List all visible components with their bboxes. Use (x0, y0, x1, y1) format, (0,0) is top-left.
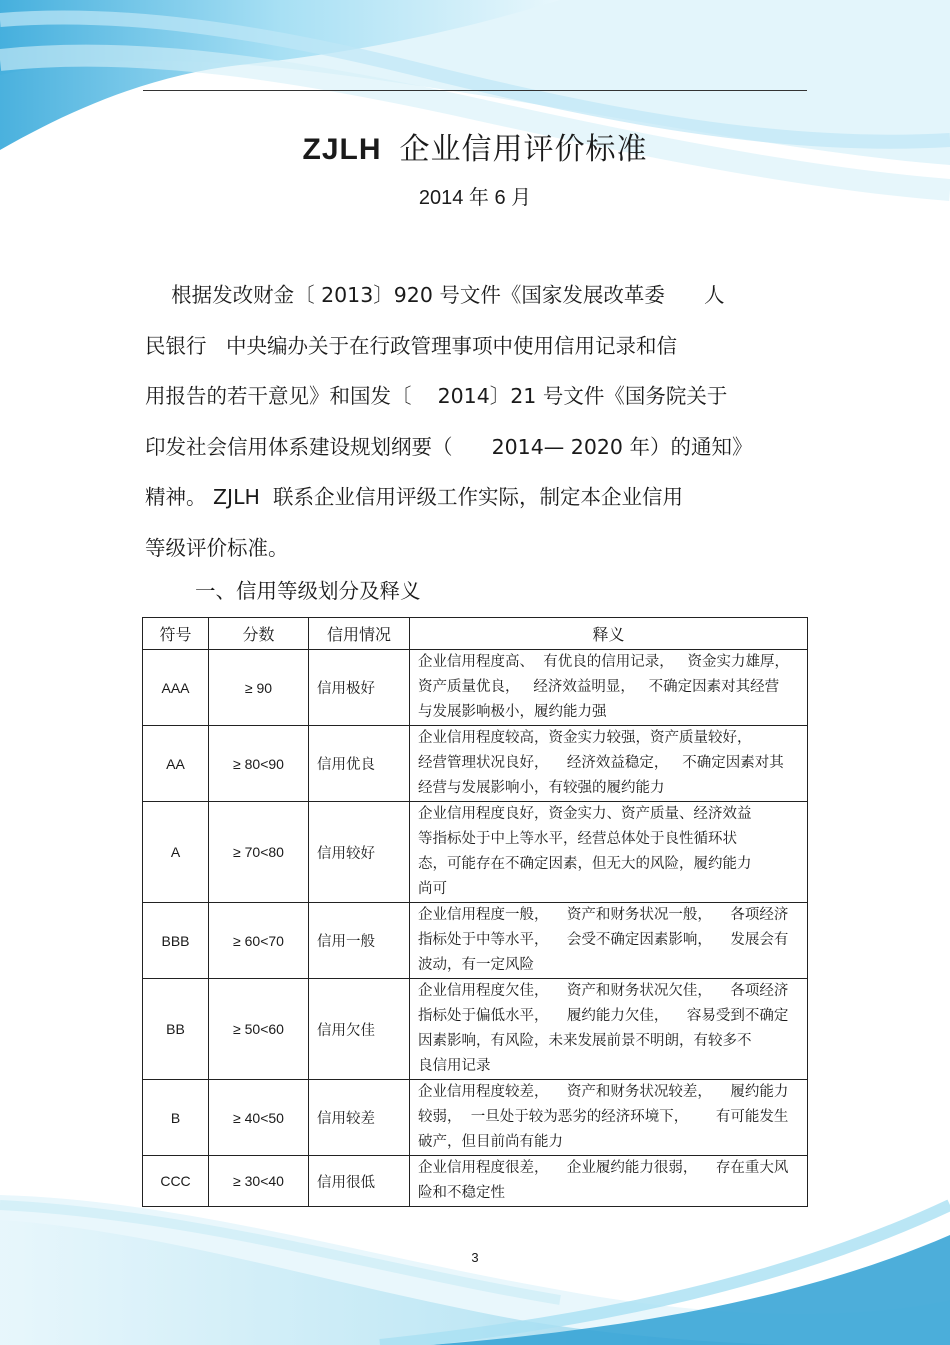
intro-line: 等级评价标准。 (145, 535, 289, 560)
meaning-line: 企业信用程度高、 有优良的信用记录， 资金实力雄厚， (418, 654, 790, 670)
meaning-line: 与发展影响极小，履约能力强 (418, 704, 607, 720)
table-row (143, 903, 808, 979)
meaning-line: 指标处于中等水平， 会受不确定因素影响， 发展会有 (418, 932, 789, 948)
grade-meaning (410, 1080, 808, 1156)
table-row (143, 726, 808, 802)
document-title (0, 124, 950, 168)
credit-grade-table (142, 617, 808, 1207)
table-row (143, 1080, 808, 1156)
document-date: 2014 年 6 月 (418, 187, 532, 209)
section-heading: 一、信用等级划分及释义 (195, 579, 421, 603)
intro-line: 用报告的若干意见》和国发〔 2014〕21 号文件《国务院关于 (145, 384, 728, 408)
grade-score: ≥ 80<90 (209, 726, 309, 802)
grade-symbol: A (143, 802, 209, 903)
grade-symbol: BB (143, 979, 209, 1080)
intro-line: 根据发改财金〔 2013〕920 号文件《国家发展改革委 人 (145, 283, 725, 307)
meaning-line: 险和不稳定性 (418, 1185, 505, 1201)
table-header-row (143, 618, 808, 650)
meaning-line: 破产，但目前尚有能力 (418, 1134, 563, 1150)
meaning-line: 经营管理状况良好， 经济效益稳定， 不确定因素对其 (418, 755, 784, 771)
grade-symbol: CCC (143, 1156, 209, 1207)
table-row (143, 1156, 808, 1207)
grade-status: 信用极好 (309, 650, 410, 726)
intro-line: 民银行 中央编办关于在行政管理事项中使用信用记录和信 (145, 333, 678, 358)
grade-score: ≥ 60<70 (209, 903, 309, 979)
intro-paragraph (145, 278, 810, 581)
grade-status: 信用一般 (309, 903, 410, 979)
grade-status: 信用很低 (309, 1156, 410, 1207)
grade-status: 信用较好 (309, 802, 410, 903)
intro-line: 印发社会信用体系建设规划纲要（ 2014— 2020 年）的通知》 (145, 434, 753, 459)
meaning-line: 等指标处于中上等水平，经营总体处于良性循环状 (418, 831, 737, 847)
grade-status: 信用优良 (309, 726, 410, 802)
table-row (143, 802, 808, 903)
meaning-line: 经营与发展影响小，有较强的履约能力 (418, 780, 665, 796)
grade-score: ≥ 30<40 (209, 1156, 309, 1207)
header-status: 信用情况 (309, 618, 410, 650)
page-number: 3 (471, 1250, 479, 1265)
grade-meaning (410, 802, 808, 903)
header-meaning: 释义 (410, 618, 808, 650)
grade-meaning (410, 903, 808, 979)
grade-status: 信用较差 (309, 1080, 410, 1156)
table-row (143, 979, 808, 1080)
grade-symbol: AAA (143, 650, 209, 726)
meaning-line: 指标处于偏低水平， 履约能力欠佳， 容易受到不确定 (418, 1008, 789, 1024)
grade-symbol: AA (143, 726, 209, 802)
meaning-line: 企业信用程度一般， 资产和财务状况一般， 各项经济 (418, 907, 789, 923)
meaning-line: 企业信用程度较差， 资产和财务状况较差， 履约能力 (418, 1084, 789, 1100)
meaning-line: 较弱， 一旦处于较为恶劣的经济环境下， 有可能发生 (418, 1109, 789, 1125)
grade-meaning (410, 650, 808, 726)
meaning-line: 尚可 (418, 881, 447, 897)
grade-score: ≥ 40<50 (209, 1080, 309, 1156)
grade-score: ≥ 90 (209, 650, 309, 726)
header-score: 分数 (209, 618, 309, 650)
meaning-line: 资产质量优良， 经济效益明显， 不确定因素对其经营 (418, 679, 780, 695)
title-cjk: 企业信用评价标准 (399, 132, 648, 167)
meaning-line: 态，可能存在不确定因素，但无大的风险，履约能力 (418, 856, 752, 872)
meaning-line: 波动，有一定风险 (418, 957, 534, 973)
meaning-line: 企业信用程度较高，资金实力较强，资产质量较好， (418, 730, 752, 746)
header-symbol: 符号 (143, 618, 209, 650)
header-rule (143, 90, 807, 91)
intro-line: 精神。 ZJLH 联系企业信用评级工作实际，制定本企业信用 (145, 485, 683, 509)
table-row (143, 650, 808, 726)
title-latin: ZJLH (302, 133, 382, 166)
grade-score: ≥ 70<80 (209, 802, 309, 903)
meaning-line: 因素影响，有风险，未来发展前景不明朗，有较多不 (418, 1033, 752, 1049)
meaning-line: 企业信用程度很差， 企业履约能力很弱， 存在重大风 (418, 1160, 789, 1176)
grade-meaning (410, 979, 808, 1080)
grade-status: 信用欠佳 (309, 979, 410, 1080)
meaning-line: 企业信用程度良好，资金实力、资产质量、经济效益 (418, 806, 752, 822)
meaning-line: 企业信用程度欠佳， 资产和财务状况欠佳， 各项经济 (418, 983, 789, 999)
grade-score: ≥ 50<60 (209, 979, 309, 1080)
grade-meaning (410, 726, 808, 802)
grade-symbol: B (143, 1080, 209, 1156)
grade-meaning (410, 1156, 808, 1207)
grade-symbol: BBB (143, 903, 209, 979)
meaning-line: 良信用记录 (418, 1058, 491, 1074)
